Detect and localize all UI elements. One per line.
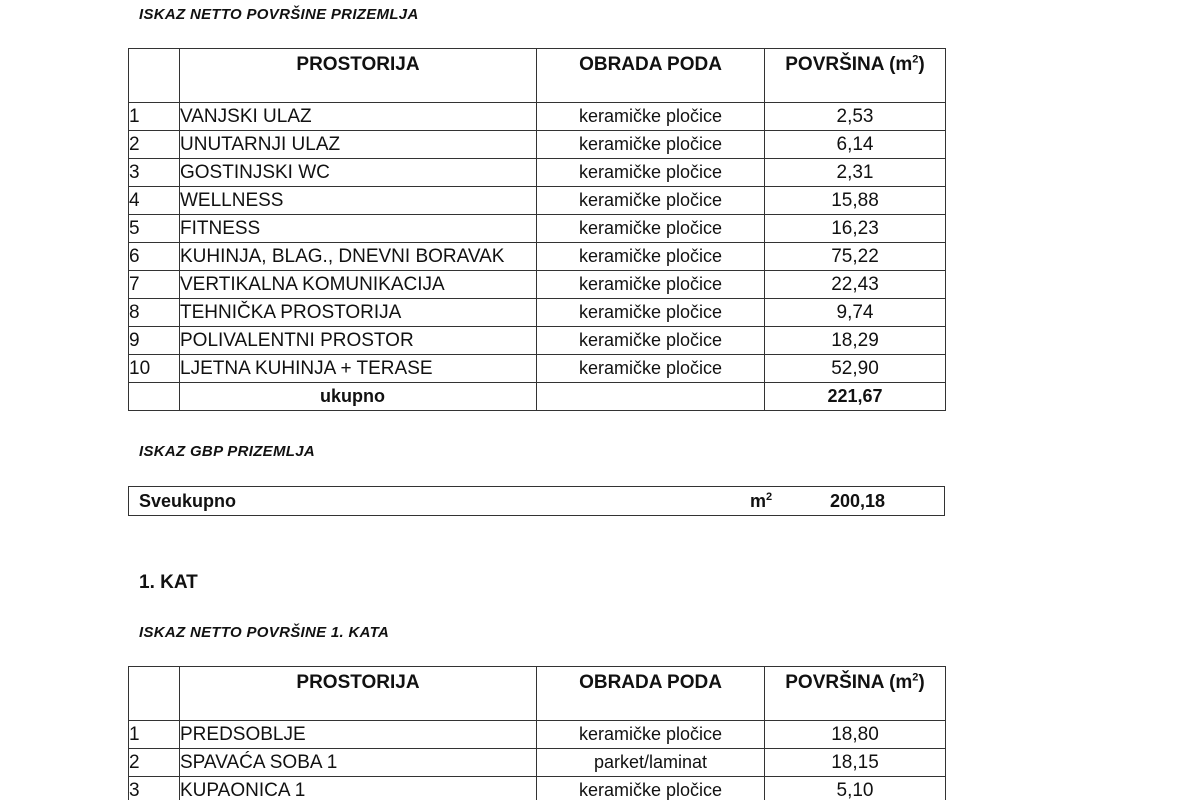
row-room: KUHINJA, BLAG., DNEVNI BORAVAK — [180, 243, 537, 271]
row-num: 1 — [129, 103, 180, 131]
table-row — [129, 355, 946, 383]
row-finish: keramičke pločice — [537, 103, 765, 131]
header-area: POVRŠINA $(m^2)$ — [765, 667, 946, 721]
row-room: VANJSKI ULAZ — [180, 103, 537, 131]
row-finish: keramičke pločice — [537, 187, 765, 215]
table-header-row — [129, 667, 946, 721]
row-finish: keramičke pločice — [537, 243, 765, 271]
row-num: 7 — [129, 271, 180, 299]
row-finish: keramičke pločice — [537, 131, 765, 159]
row-room: SPAVAĆA SOBA 1 — [180, 749, 537, 777]
row-area: 9,74 — [765, 299, 946, 327]
row-num: 4 — [129, 187, 180, 215]
total-label: ukupno — [180, 383, 537, 411]
row-num: 2 — [129, 749, 180, 777]
header-num — [129, 667, 180, 721]
section-title-ground-floor-net: ISKAZ NETTO POVRŠINE PRIZEMLJA — [139, 6, 419, 23]
row-room: POLIVALENTNI PROSTOR — [180, 327, 537, 355]
row-area: 18,29 — [765, 327, 946, 355]
row-finish: keramičke pločice — [537, 215, 765, 243]
row-num: 5 — [129, 215, 180, 243]
header-room: PROSTORIJA — [180, 49, 537, 103]
gbp-total-box — [128, 486, 945, 516]
net-area-table-ground-floor — [128, 48, 946, 411]
row-area: 75,22 — [765, 243, 946, 271]
row-area: 15,88 — [765, 187, 946, 215]
row-room: TEHNIČKA PROSTORIJA — [180, 299, 537, 327]
gbp-value: 200,18 — [830, 491, 886, 511]
row-room: LJETNA KUHINJA + TERASE — [180, 355, 537, 383]
row-area: 18,80 — [765, 721, 946, 749]
row-area: 6,14 — [765, 131, 946, 159]
table-row — [129, 777, 946, 800]
header-room: PROSTORIJA — [180, 667, 537, 721]
row-finish: keramičke pločice — [537, 355, 765, 383]
table-row — [129, 271, 946, 299]
row-finish: keramičke pločice — [537, 299, 765, 327]
row-num: 2 — [129, 131, 180, 159]
total-value: 221,67 — [765, 383, 946, 411]
row-room: GOSTINJSKI WC — [180, 159, 537, 187]
table-row — [129, 159, 946, 187]
row-num: 6 — [129, 243, 180, 271]
row-room: FITNESS — [180, 215, 537, 243]
gbp-label: Sveukupno — [139, 491, 237, 511]
table-header-row — [129, 49, 946, 103]
row-finish: parket/laminat — [537, 749, 765, 777]
row-area: 18,15 — [765, 749, 946, 777]
table-row — [129, 721, 946, 749]
header-finish: OBRADA PODA — [537, 667, 765, 721]
table-row — [129, 187, 946, 215]
table-row — [129, 327, 946, 355]
row-finish: keramičke pločice — [537, 327, 765, 355]
row-room: VERTIKALNA KOMUNIKACIJA — [180, 271, 537, 299]
total-finish — [537, 383, 765, 411]
row-room: PREDSOBLJE — [180, 721, 537, 749]
header-num — [129, 49, 180, 103]
section-title-first-floor-net: ISKAZ NETTO POVRŠINE 1. KATA — [139, 624, 390, 641]
row-finish: keramičke pločice — [537, 777, 765, 800]
gbp-unit: $m^2$ — [750, 491, 773, 511]
row-num: 1 — [129, 721, 180, 749]
table-row — [129, 131, 946, 159]
net-area-table-first-floor — [128, 666, 946, 800]
total-row — [129, 383, 946, 411]
floor-heading: 1. KAT — [139, 572, 198, 593]
header-finish: OBRADA PODA — [537, 49, 765, 103]
row-area: 2,53 — [765, 103, 946, 131]
row-room: WELLNESS — [180, 187, 537, 215]
row-area: 52,90 — [765, 355, 946, 383]
row-num: 3 — [129, 777, 180, 800]
row-num: 8 — [129, 299, 180, 327]
row-room: UNUTARNJI ULAZ — [180, 131, 537, 159]
table-row — [129, 103, 946, 131]
table-row — [129, 299, 946, 327]
row-finish: keramičke pločice — [537, 271, 765, 299]
header-area: POVRŠINA $(m^2)$ — [765, 49, 946, 103]
section-title-gbp: ISKAZ GBP PRIZEMLJA — [139, 443, 315, 460]
row-area: 22,43 — [765, 271, 946, 299]
row-num: 9 — [129, 327, 180, 355]
row-room: KUPAONICA 1 — [180, 777, 537, 800]
row-num: 10 — [129, 355, 180, 383]
table-row — [129, 243, 946, 271]
row-finish: keramičke pločice — [537, 721, 765, 749]
table-row — [129, 215, 946, 243]
total-num — [129, 383, 180, 411]
table-row — [129, 749, 946, 777]
row-area: 16,23 — [765, 215, 946, 243]
row-area: 5,10 — [765, 777, 946, 800]
row-finish: keramičke pločice — [537, 159, 765, 187]
row-area: 2,31 — [765, 159, 946, 187]
row-num: 3 — [129, 159, 180, 187]
